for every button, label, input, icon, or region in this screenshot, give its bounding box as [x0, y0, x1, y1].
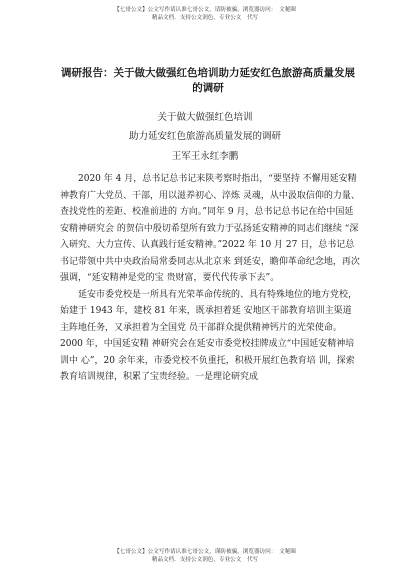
document-authors: 王军王永红李鹏 [171, 151, 239, 162]
footer-watermark-banner [0, 548, 410, 564]
document-subtitle-line2: 助力延安红色旅游高质量发展的调研 [128, 131, 281, 142]
body-paragraph-2: 延安市委党校是一所具有光荣革命传统的、具有特殊地位的地方党校，始建于 1943 年，建校 81 年来，既承担着延 安地区干部教育培训主渠道主阵地任务，又承担着为全国党 员干部群众提供精神钙片的光荣使命。2000 年，中国延安精 神研究会在延安市委党校挂牌成立“中国延安精神培训中 心”，20 余年来，市委党校不负重托，积极开展红色教育培 训，探索教育培训规律，积累了宝贵经验。一是理论研究成 [60, 289, 358, 382]
header-watermark-banner [0, 6, 410, 22]
footer-banner-line2: 精品文档．支持公文润色，专业公文 代写 [151, 557, 259, 563]
header-banner-line1: 【七哥公文】公文写作请认准七哥公文，请防被骗，浏览器访问： 文秘圈 [114, 7, 296, 13]
footer-banner-line1: 【七哥公文】公文写作请认准七哥公文，谨防被骗，浏览器访问： 文秘圈 [114, 549, 296, 555]
document-title: 调研报告：关于做大做强红色培训助力延安红色旅游高质量发展的调研 [61, 67, 355, 94]
header-banner-line2: 精品文档．支持公文润色，专业公文 代写 [151, 15, 259, 21]
document-body [60, 171, 360, 386]
document-subtitle-line1: 关于做大做强红色培训 [157, 112, 253, 123]
body-paragraph-1: 2020 年 4 月，总书记总书记来陕考察时指出，“要坚持 不懈用延安精神教育广大党员、干部，用以滋养初心、淬炼 灵魂，从中汲取信仰的力量、查找党性的差距、校准前进的 方向。”同年 9 月，总书记总书记在给中国延安精神研究会 的贺信中殷切希望所有致力于弘扬延安精神的同志们继续 “深入研究、大力宣传、认真践行延安精神。”2022 年 10 月 27 日，总书记总书记带领中共中央政治局常委同志从北京来 到延安，瞻仰革命纪念地，再次强调，“延安精神是党的宝 贵财富，要代代传承下去”。 [60, 174, 360, 283]
